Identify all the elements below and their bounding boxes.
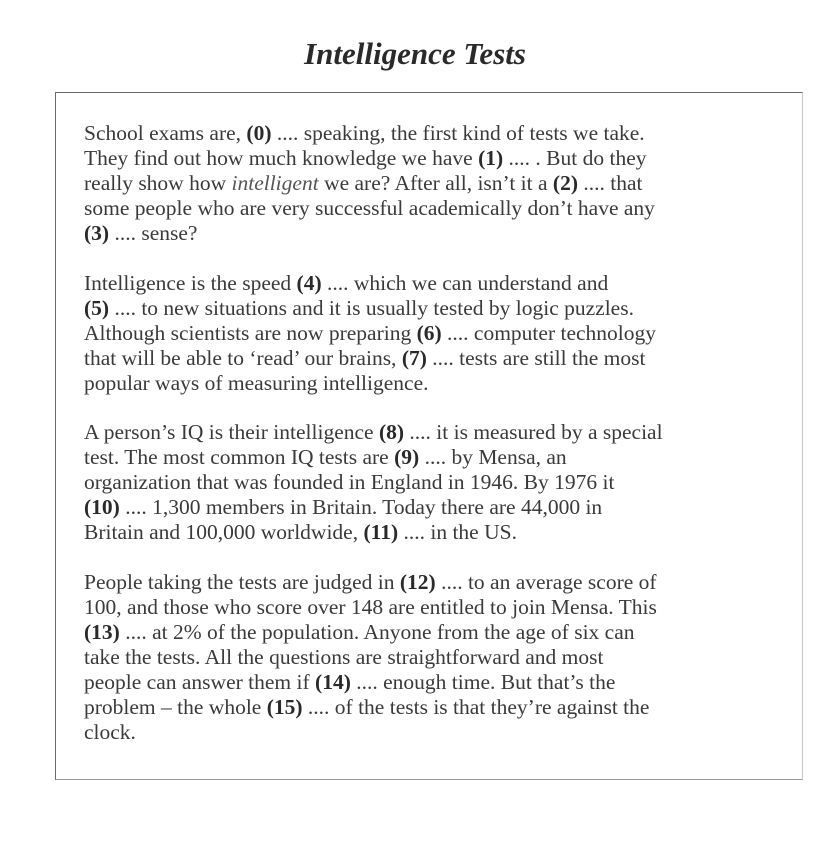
text-segment: Although scientists are now preparing xyxy=(84,320,417,345)
text-line xyxy=(84,720,663,745)
gap-number: (3) xyxy=(84,221,110,245)
text-segment: problem – the whole xyxy=(84,694,267,719)
passage xyxy=(84,121,663,769)
text-segment: .... speaking, the first kind of tests we take. xyxy=(271,121,645,145)
text-line xyxy=(84,420,663,445)
text-segment: .... it is measured by a special xyxy=(404,420,663,444)
text-segment: .... to an average score of xyxy=(435,569,657,594)
text-segment: .... by Mensa, an xyxy=(419,445,567,469)
text-segment: people can answer them if xyxy=(84,669,316,694)
text-segment: .... sense? xyxy=(109,221,198,245)
text-line xyxy=(84,221,663,246)
text-segment: Britain and 100,000 worldwide, xyxy=(84,520,364,544)
text-segment: .... enough time. But that’s the xyxy=(350,669,616,694)
gap-number: (9) xyxy=(394,445,420,469)
gap-number: (10) xyxy=(84,495,120,519)
gap-number: (0) xyxy=(246,121,272,145)
paragraph-3 xyxy=(84,420,663,545)
text-segment: .... tests are still the most xyxy=(426,345,646,370)
emphasis-text: intelligent xyxy=(231,171,319,195)
text-segment: .... to new situations and it is usually tested by logic puzzles. xyxy=(109,295,634,320)
text-line xyxy=(84,121,663,146)
text-line xyxy=(84,470,663,495)
gap-number: (15) xyxy=(266,694,303,719)
text-line xyxy=(84,296,663,321)
page-title: Intelligence Tests xyxy=(304,36,526,71)
text-segment: take the tests. All the questions are straightforward and most xyxy=(84,644,604,669)
text-line xyxy=(84,620,663,645)
paragraph-1 xyxy=(84,121,663,246)
text-segment: .... that xyxy=(578,171,643,195)
text-segment: organization that was founded in England in 1946. By 1976 it xyxy=(84,470,615,494)
text-line xyxy=(84,146,663,171)
text-segment: School exams are, xyxy=(84,121,247,145)
text-segment: that will be able to ‘read’ our brains, xyxy=(84,345,402,370)
text-line xyxy=(84,645,663,670)
text-segment: .... which we can understand and xyxy=(321,270,609,295)
gap-number: (6) xyxy=(416,320,442,345)
text-segment: .... at 2% of the population. Anyone from the age of six can xyxy=(119,619,635,644)
text-line xyxy=(84,346,663,371)
gap-number: (7) xyxy=(401,345,427,370)
text-line xyxy=(84,196,663,221)
gap-number: (4) xyxy=(296,270,322,295)
paragraph-4 xyxy=(84,570,663,745)
text-segment: Intelligence is the speed xyxy=(84,270,297,295)
text-segment: They find out how much knowledge we have xyxy=(84,146,479,170)
text-segment: .... in the US. xyxy=(398,520,517,544)
text-segment: .... 1,300 members in Britain. Today there are 44,000 in xyxy=(119,495,603,519)
text-segment: .... computer technology xyxy=(441,320,657,345)
text-segment: really show how xyxy=(84,171,232,195)
gap-number: (5) xyxy=(84,295,110,320)
text-line xyxy=(84,695,663,720)
paragraph-2 xyxy=(84,271,663,396)
text-segment: 100, and those who score over 148 are entitled to join Mensa. This xyxy=(84,594,657,619)
gap-number: (8) xyxy=(378,420,405,444)
text-segment: we are? After all, isn’t it a xyxy=(318,171,553,195)
text-segment: clock. xyxy=(84,719,136,744)
text-line xyxy=(84,445,663,470)
text-line xyxy=(84,271,663,296)
text-segment: .... . But do they xyxy=(503,146,647,170)
text-segment: .... of the tests is that they’re against the xyxy=(302,694,650,719)
text-line xyxy=(84,371,663,396)
text-line xyxy=(84,321,663,346)
text-segment: test. The most common IQ tests are xyxy=(84,445,395,469)
gap-number: (13) xyxy=(84,619,120,644)
gap-number: (11) xyxy=(363,520,399,544)
text-line xyxy=(84,520,663,545)
gap-number: (12) xyxy=(399,569,436,594)
text-line xyxy=(84,595,663,620)
gap-number: (2) xyxy=(552,171,578,195)
text-line xyxy=(84,171,663,196)
text-segment: some people who are very successful academically don’t have any xyxy=(84,196,655,220)
text-segment: popular ways of measuring intelligence. xyxy=(84,370,429,395)
gap-number: (1) xyxy=(478,146,504,170)
gap-number: (14) xyxy=(315,669,351,694)
text-segment: A person’s IQ is their intelligence xyxy=(84,420,379,444)
text-line xyxy=(84,670,663,695)
text-line xyxy=(84,495,663,520)
text-line xyxy=(84,570,663,595)
text-segment: People taking the tests are judged in xyxy=(84,569,400,594)
